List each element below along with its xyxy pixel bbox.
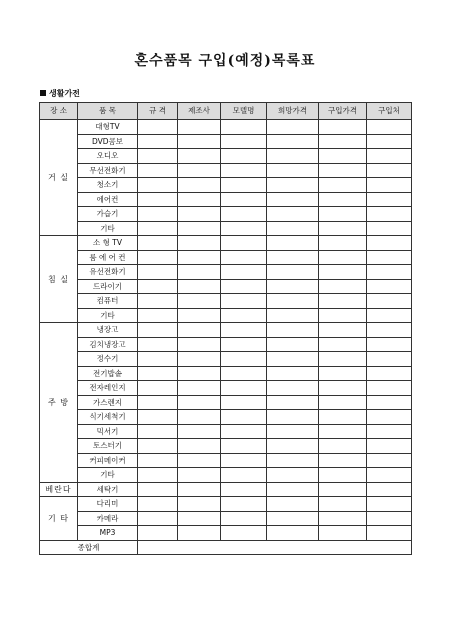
entry-cell[interactable] <box>138 410 178 425</box>
entry-cell[interactable] <box>221 178 267 193</box>
table-row <box>40 526 412 541</box>
location-cell: 주 방 <box>40 323 78 483</box>
entry-cell[interactable] <box>319 352 367 367</box>
entry-cell[interactable] <box>178 207 221 222</box>
entry-cell[interactable] <box>319 279 367 294</box>
entry-cell[interactable] <box>319 250 367 265</box>
entry-cell[interactable] <box>221 395 267 410</box>
item-cell: 소 형 TV <box>78 236 138 251</box>
item-cell: 믹서기 <box>78 424 138 439</box>
entry-cell[interactable] <box>319 410 367 425</box>
entry-cell[interactable] <box>267 337 319 352</box>
entry-cell[interactable] <box>178 250 221 265</box>
item-cell: DVD콤보 <box>78 134 138 149</box>
item-cell: 전자레인지 <box>78 381 138 396</box>
entry-cell[interactable] <box>178 178 221 193</box>
table-row <box>40 250 412 265</box>
entry-cell[interactable] <box>367 163 412 178</box>
item-cell: 다리미 <box>78 497 138 512</box>
entry-cell[interactable] <box>319 453 367 468</box>
entry-cell[interactable] <box>221 439 267 454</box>
entry-cell[interactable] <box>367 366 412 381</box>
entry-cell[interactable] <box>319 163 367 178</box>
entry-cell[interactable] <box>319 134 367 149</box>
entry-cell[interactable] <box>138 163 178 178</box>
entry-cell[interactable] <box>267 526 319 541</box>
entry-cell[interactable] <box>221 381 267 396</box>
item-cell: 김치냉장고 <box>78 337 138 352</box>
table-row <box>40 453 412 468</box>
entry-cell[interactable] <box>138 337 178 352</box>
entry-cell[interactable] <box>138 424 178 439</box>
entry-cell[interactable] <box>221 221 267 236</box>
entry-cell[interactable] <box>319 192 367 207</box>
entry-cell[interactable] <box>138 381 178 396</box>
entry-cell[interactable] <box>138 511 178 526</box>
entry-cell[interactable] <box>367 207 412 222</box>
entry-cell[interactable] <box>367 410 412 425</box>
entry-cell[interactable] <box>178 482 221 497</box>
entry-cell[interactable] <box>267 424 319 439</box>
entry-cell[interactable] <box>178 381 221 396</box>
total-label: 종합계 <box>40 540 138 555</box>
header-cell: 품 목 <box>78 103 138 120</box>
document-title: 혼수품목 구입(예정)목록표 <box>134 53 316 69</box>
table-row <box>40 236 412 251</box>
entry-cell[interactable] <box>221 236 267 251</box>
entry-cell[interactable] <box>178 323 221 338</box>
entry-cell[interactable] <box>221 468 267 483</box>
entry-cell[interactable] <box>319 236 367 251</box>
entry-cell[interactable] <box>221 250 267 265</box>
entry-cell[interactable] <box>138 265 178 280</box>
entry-cell[interactable] <box>367 192 412 207</box>
square-bullet-icon <box>40 90 46 96</box>
section-heading <box>40 88 80 99</box>
entry-cell[interactable] <box>319 308 367 323</box>
entry-cell[interactable] <box>267 381 319 396</box>
entry-cell[interactable] <box>221 352 267 367</box>
entry-cell[interactable] <box>367 395 412 410</box>
table-row <box>40 497 412 512</box>
entry-cell[interactable] <box>267 250 319 265</box>
location-cell: 침 실 <box>40 236 78 323</box>
entry-cell[interactable] <box>367 381 412 396</box>
entry-cell[interactable] <box>319 468 367 483</box>
table-row <box>40 439 412 454</box>
table-row <box>40 410 412 425</box>
entry-cell[interactable] <box>367 279 412 294</box>
table-row <box>40 424 412 439</box>
table-row <box>40 468 412 483</box>
item-cell: 드라이기 <box>78 279 138 294</box>
item-cell: 기타 <box>78 308 138 323</box>
entry-cell[interactable] <box>178 120 221 135</box>
item-cell: 세탁기 <box>78 482 138 497</box>
location-cell: 기 타 <box>40 497 78 541</box>
header-cell: 구입가격 <box>319 103 367 120</box>
entry-cell[interactable] <box>221 120 267 135</box>
table-row <box>40 323 412 338</box>
entry-cell[interactable] <box>267 120 319 135</box>
entry-cell[interactable] <box>267 178 319 193</box>
table-row <box>40 192 412 207</box>
entry-cell[interactable] <box>267 395 319 410</box>
entry-cell[interactable] <box>319 265 367 280</box>
item-cell: 기타 <box>78 468 138 483</box>
entry-cell[interactable] <box>178 265 221 280</box>
table-row <box>40 511 412 526</box>
entry-cell[interactable] <box>267 511 319 526</box>
table-row <box>40 163 412 178</box>
table-row <box>40 337 412 352</box>
item-cell: 정수기 <box>78 352 138 367</box>
table-row <box>40 279 412 294</box>
table-row <box>40 482 412 497</box>
item-cell: 냉장고 <box>78 323 138 338</box>
entry-cell[interactable] <box>367 497 412 512</box>
item-cell: 청소기 <box>78 178 138 193</box>
entry-cell[interactable] <box>178 439 221 454</box>
entry-cell[interactable] <box>267 323 319 338</box>
entry-cell[interactable] <box>178 337 221 352</box>
entry-cell[interactable] <box>221 497 267 512</box>
location-cell: 베란다 <box>40 482 78 497</box>
entry-cell[interactable] <box>367 308 412 323</box>
entry-cell[interactable] <box>138 482 178 497</box>
entry-cell[interactable] <box>221 149 267 164</box>
entry-cell[interactable] <box>138 149 178 164</box>
table-row <box>40 381 412 396</box>
header-cell: 제조사 <box>178 103 221 120</box>
item-cell: 오디오 <box>78 149 138 164</box>
entry-cell[interactable] <box>267 294 319 309</box>
entry-cell[interactable] <box>267 439 319 454</box>
item-cell: 룸 에 어 컨 <box>78 250 138 265</box>
table-row <box>40 134 412 149</box>
entry-cell[interactable] <box>367 221 412 236</box>
item-cell: 식기세척기 <box>78 410 138 425</box>
entry-cell[interactable] <box>267 221 319 236</box>
entry-cell[interactable] <box>367 352 412 367</box>
section-label: 생활가전 <box>49 89 80 98</box>
entry-cell[interactable] <box>221 526 267 541</box>
entry-cell[interactable] <box>178 511 221 526</box>
entry-cell[interactable] <box>221 207 267 222</box>
table-row <box>40 294 412 309</box>
entry-cell[interactable] <box>367 178 412 193</box>
entry-cell[interactable] <box>138 120 178 135</box>
entry-cell[interactable] <box>267 410 319 425</box>
entry-cell[interactable] <box>319 120 367 135</box>
table-row <box>40 366 412 381</box>
entry-cell[interactable] <box>138 279 178 294</box>
total-row <box>40 540 412 555</box>
entry-cell[interactable] <box>178 221 221 236</box>
entry-cell[interactable] <box>319 221 367 236</box>
table-row <box>40 395 412 410</box>
entry-cell[interactable] <box>221 453 267 468</box>
item-cell: MP3 <box>78 526 138 541</box>
entry-cell[interactable] <box>367 294 412 309</box>
table-row <box>40 265 412 280</box>
item-cell: 대형TV <box>78 120 138 135</box>
entry-cell[interactable] <box>319 439 367 454</box>
entry-cell[interactable] <box>178 294 221 309</box>
item-cell: 유선전화기 <box>78 265 138 280</box>
entry-cell[interactable] <box>319 323 367 338</box>
entry-cell[interactable] <box>138 294 178 309</box>
entry-cell[interactable] <box>221 323 267 338</box>
entry-cell[interactable] <box>138 468 178 483</box>
entry-cell[interactable] <box>221 424 267 439</box>
entry-cell[interactable] <box>267 308 319 323</box>
entry-cell[interactable] <box>267 497 319 512</box>
table-row <box>40 149 412 164</box>
entry-cell[interactable] <box>138 395 178 410</box>
entry-cell[interactable] <box>267 468 319 483</box>
entry-cell[interactable] <box>319 207 367 222</box>
entry-cell[interactable] <box>267 236 319 251</box>
entry-cell[interactable] <box>267 207 319 222</box>
entry-cell[interactable] <box>319 366 367 381</box>
entry-cell[interactable] <box>178 424 221 439</box>
entry-cell[interactable] <box>178 395 221 410</box>
table-row <box>40 352 412 367</box>
entry-cell[interactable] <box>138 178 178 193</box>
entry-cell[interactable] <box>221 337 267 352</box>
entry-cell[interactable] <box>367 453 412 468</box>
entry-cell[interactable] <box>221 192 267 207</box>
entry-cell[interactable] <box>221 265 267 280</box>
item-cell: 카메라 <box>78 511 138 526</box>
entry-cell[interactable] <box>367 439 412 454</box>
header-cell: 구입처 <box>367 103 412 120</box>
entry-cell[interactable] <box>319 526 367 541</box>
entry-cell[interactable] <box>221 308 267 323</box>
entry-cell[interactable] <box>367 134 412 149</box>
header-cell: 장 소 <box>40 103 78 120</box>
entry-cell[interactable] <box>367 482 412 497</box>
entry-cell[interactable] <box>138 497 178 512</box>
entry-cell[interactable] <box>221 366 267 381</box>
entry-cell[interactable] <box>267 279 319 294</box>
entry-cell[interactable] <box>138 526 178 541</box>
entry-cell[interactable] <box>319 482 367 497</box>
entry-cell[interactable] <box>267 482 319 497</box>
entry-cell[interactable] <box>367 511 412 526</box>
entry-cell[interactable] <box>367 250 412 265</box>
entry-cell[interactable] <box>267 149 319 164</box>
entry-cell[interactable] <box>319 511 367 526</box>
entry-cell[interactable] <box>319 381 367 396</box>
header-cell: 희망가격 <box>267 103 319 120</box>
entry-cell[interactable] <box>178 308 221 323</box>
entry-cell[interactable] <box>319 424 367 439</box>
entry-cell[interactable] <box>178 497 221 512</box>
item-cell: 가습기 <box>78 207 138 222</box>
total-value-cell[interactable] <box>138 540 412 555</box>
table-row <box>40 207 412 222</box>
entry-cell[interactable] <box>367 424 412 439</box>
entry-cell[interactable] <box>178 526 221 541</box>
entry-cell[interactable] <box>138 352 178 367</box>
entry-cell[interactable] <box>267 352 319 367</box>
entry-cell[interactable] <box>319 178 367 193</box>
entry-cell[interactable] <box>138 308 178 323</box>
entry-cell[interactable] <box>319 337 367 352</box>
entry-cell[interactable] <box>319 294 367 309</box>
entry-cell[interactable] <box>319 395 367 410</box>
entry-cell[interactable] <box>138 250 178 265</box>
table-row <box>40 308 412 323</box>
item-cell: 무선전화기 <box>78 163 138 178</box>
entry-cell[interactable] <box>319 149 367 164</box>
table-row <box>40 178 412 193</box>
entry-cell[interactable] <box>138 134 178 149</box>
entry-cell[interactable] <box>138 236 178 251</box>
entry-cell[interactable] <box>367 120 412 135</box>
entry-cell[interactable] <box>138 323 178 338</box>
entry-cell[interactable] <box>221 163 267 178</box>
entry-cell[interactable] <box>367 236 412 251</box>
entry-cell[interactable] <box>221 294 267 309</box>
item-cell: 기타 <box>78 221 138 236</box>
entry-cell[interactable] <box>138 453 178 468</box>
entry-cell[interactable] <box>367 149 412 164</box>
entry-cell[interactable] <box>178 468 221 483</box>
item-cell: 가스렌지 <box>78 395 138 410</box>
entry-cell[interactable] <box>367 337 412 352</box>
entry-cell[interactable] <box>138 207 178 222</box>
entry-cell[interactable] <box>178 236 221 251</box>
entry-cell[interactable] <box>267 134 319 149</box>
entry-cell[interactable] <box>178 410 221 425</box>
item-cell: 전기밥솥 <box>78 366 138 381</box>
entry-cell[interactable] <box>221 134 267 149</box>
header-row <box>40 103 412 120</box>
entry-cell[interactable] <box>319 497 367 512</box>
entry-cell[interactable] <box>267 163 319 178</box>
entry-cell[interactable] <box>178 192 221 207</box>
entry-cell[interactable] <box>267 453 319 468</box>
item-cell: 토스터기 <box>78 439 138 454</box>
entry-cell[interactable] <box>367 323 412 338</box>
table-row <box>40 221 412 236</box>
entry-cell[interactable] <box>178 366 221 381</box>
entry-cell[interactable] <box>221 279 267 294</box>
entry-cell[interactable] <box>267 366 319 381</box>
purchase-list-table <box>39 102 412 555</box>
entry-cell[interactable] <box>178 134 221 149</box>
header-cell: 모델명 <box>221 103 267 120</box>
entry-cell[interactable] <box>138 192 178 207</box>
header-cell: 규 격 <box>138 103 178 120</box>
item-cell: 커피메이커 <box>78 453 138 468</box>
location-cell: 거 실 <box>40 120 78 236</box>
entry-cell[interactable] <box>178 453 221 468</box>
item-cell: 컴퓨터 <box>78 294 138 309</box>
entry-cell[interactable] <box>178 163 221 178</box>
entry-cell[interactable] <box>267 192 319 207</box>
entry-cell[interactable] <box>367 526 412 541</box>
entry-cell[interactable] <box>178 149 221 164</box>
entry-cell[interactable] <box>138 439 178 454</box>
entry-cell[interactable] <box>178 352 221 367</box>
entry-cell[interactable] <box>267 265 319 280</box>
entry-cell[interactable] <box>221 482 267 497</box>
entry-cell[interactable] <box>138 366 178 381</box>
entry-cell[interactable] <box>367 265 412 280</box>
entry-cell[interactable] <box>221 410 267 425</box>
entry-cell[interactable] <box>138 221 178 236</box>
table-row <box>40 120 412 135</box>
entry-cell[interactable] <box>178 279 221 294</box>
item-cell: 에어컨 <box>78 192 138 207</box>
entry-cell[interactable] <box>221 511 267 526</box>
entry-cell[interactable] <box>367 468 412 483</box>
